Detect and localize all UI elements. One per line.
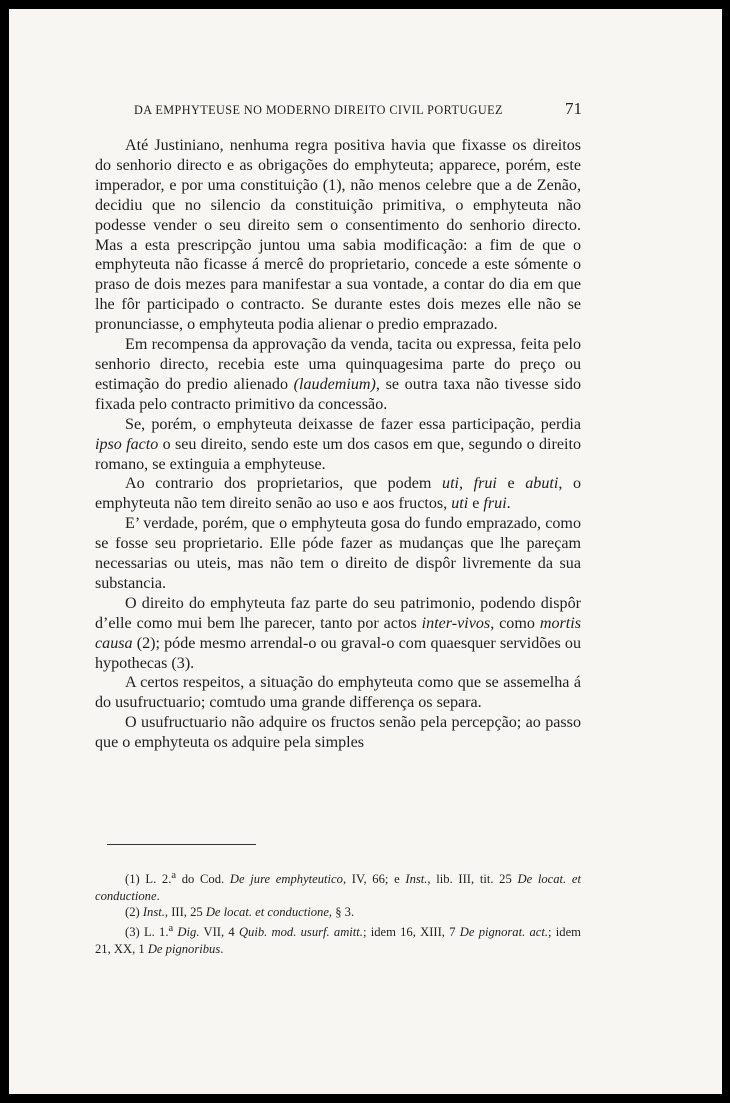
page-number: 71: [565, 99, 582, 118]
paragraph: Em recompensa da approvação da venda, tacita ou expressa, feita pelo senhorio directo, recebia este uma quinquagesima parte do preço ou estimação do predio alienado (laudemium), se outra taxa não tivesse sido fixada pelo contracto primitivo da concessão.: [95, 336, 581, 413]
footnote: (2) Inst., III, 25 De locat. et conductione, § 3.: [125, 905, 355, 920]
footnote: (1) L. 2.$^a$ do Cod. De jure emphyteutico, IV, 66; e Inst., lib. III, tit. 25 De locat. et conductione.: [95, 870, 581, 903]
paragraph: Ao contrario dos proprietarios, que podem uti, frui e abuti, o emphyteuta não tem direito senão ao uso e aos fructos, uti e frui.: [95, 475, 581, 513]
footnotes: [95, 868, 581, 957]
paragraph: Até Justiniano, nenhuma regra positiva havia que fixasse os direitos do senhorio directo e as obrigações do emphyteuta; apparece, porém, este imperador, e por uma constituição (1), não menos celebre que a de Zenão, decidiu que no silencio da constituição primitiva, o emphyteuta não podesse vender o seu direito sem o consentimento do senhorio directo. Mas a esta prescripção juntou uma sabia modificação: a fim de que o emphyteuta não ficasse á mercê do proprietario, concede a este sómente o praso de dois mezes para manifestar a sua vontade, a contar do dia em que lhe fôr participado o contracto. Se durante estes dois mezes elle não se pronunciasse, o emphyteuta podia alienar o predio emprazado.: [95, 137, 581, 334]
main-text: [95, 136, 581, 753]
running-title: DA EMPHYTEUSE NO MODERNO DIREITO CIVIL PORTUGUEZ: [134, 103, 503, 117]
paragraph: A certos respeitos, a situação do emphyteuta como que se assemelha á do usufructuario; comtudo uma grande differença os separa.: [95, 674, 581, 712]
footnote: (3) L. 1.$^a$ Dig. VII, 4 Quib. mod. usurf. amitt.; idem 16, XIII, 7 De pignorat. act.; idem 21, XX, 1 De pignoribus.: [95, 922, 581, 956]
footnote-separator: [107, 844, 256, 845]
paragraph: O direito do emphyteuta faz parte do seu patrimonio, podendo dispôr d’elle como mui bem lhe parecer, tanto por actos inter-vivos, como mortis causa (2); póde mesmo arrendal-o ou graval-o com quaesquer servidões ou hypothecas (3).: [95, 594, 581, 672]
paragraph: O usufructuario não adquire os fructos senão pela percepção; ao passo que o emphyteuta os adquire pela simples: [95, 714, 581, 752]
paragraph: E’ verdade, porém, que o emphyteuta gosa do fundo emprazado, como se fosse seu proprietario. Elle póde fazer as mudanças que lhe pareçam necessarias ou uteis, mas não tem o direito de dispôr livremente da sua substancia.: [95, 515, 581, 592]
running-header: [134, 99, 582, 119]
book-page: [9, 9, 722, 1094]
paragraph: Se, porém, o emphyteuta deixasse de fazer essa participação, perdia ipso facto o seu direito, sendo este um dos casos em que, segundo o direito romano, se extinguia a emphyteuse.: [95, 415, 581, 473]
